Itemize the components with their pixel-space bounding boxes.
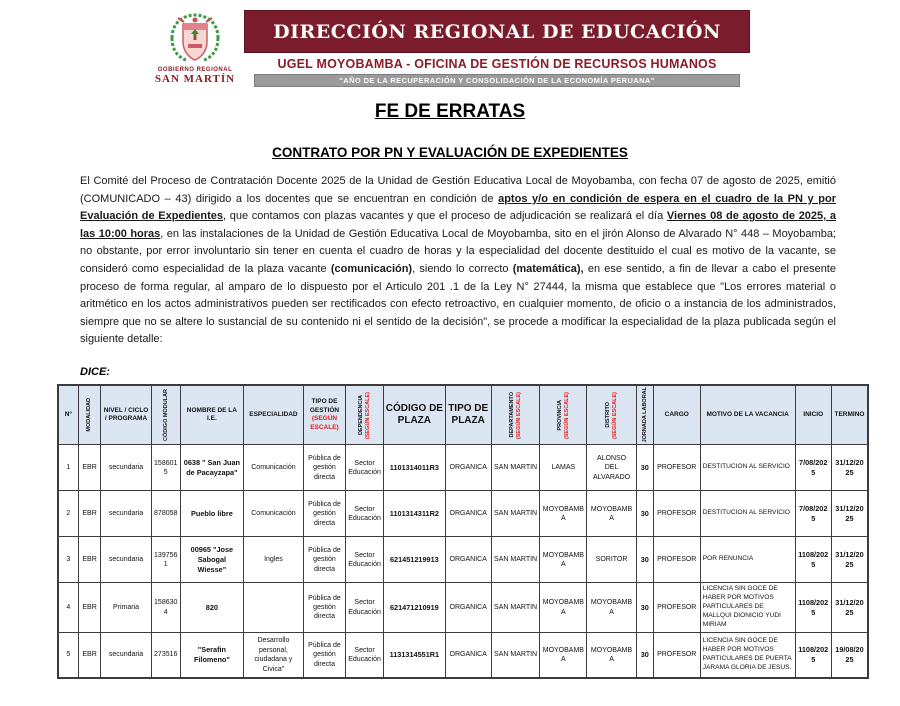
table-cell: PROFESOR [653,445,700,491]
table-cell: 1586015 [151,445,180,491]
table-cell: 1101314311R2 [384,491,446,537]
column-header-inicio: INICIO [795,385,831,445]
plazas-table [57,384,869,679]
table-cell: Pueblo libre [180,491,243,537]
letterhead-right [244,10,750,87]
table-cell: MOYOBAMBA [587,632,636,678]
table-cell: EBR [78,537,101,583]
document-page [0,10,900,706]
column-header-dependencia: DEPENDENCIA (SEGÚN ESCALE) [346,385,384,445]
table-cell: 30 [636,583,653,632]
table-cell: 7/08/2025 [795,491,831,537]
table-cell: Pública de gestión directa [303,445,345,491]
column-header-nombre-ie: NOMBRE DE LA I.E. [180,385,243,445]
table-cell: Sector Educación [346,632,384,678]
table-row [58,445,868,491]
banner-title: DIRECCIÓN REGIONAL DE EDUCACIÓN [244,10,750,53]
table-cell: Comunicación [243,445,303,491]
table-cell: secundaria [101,445,151,491]
column-header-tipo-plaza: TIPO DE PLAZA [445,385,491,445]
paragraph-segment: (matemática), [512,262,584,275]
table-cell: LICENCIA SIN GOCE DE HABER POR MOTIVOS PARTICULARES DE MALLQUI DIONICIO YUDI MIRIAM [700,583,795,632]
motto-bar: "AÑO DE LA RECUPERACIÓN Y CONSOLIDACIÓN DE LA ECONOMÍA PERUANA" [254,74,740,87]
table-cell: POR RENUNCIA [700,537,795,583]
table-cell: 30 [636,491,653,537]
table-cell: 30 [636,632,653,678]
page-subtitle: CONTRATO POR PN Y EVALUACIÓN DE EXPEDIENTES [272,145,628,160]
table-cell: 1108/2025 [795,583,831,632]
paragraph-segment: , siendo lo correcto [412,262,513,275]
paragraph-segment: , que contamos con plazas vacantes y que el proceso de adjudicación se realizará el día [223,210,667,223]
table-cell: PROFESOR [653,491,700,537]
column-header-numero: N° [58,385,78,445]
table-cell: SORITOR [587,537,636,583]
table-cell: 31/12/2025 [831,491,868,537]
table-cell: Pública de gestión directa [303,583,345,632]
table-cell: 30 [636,445,653,491]
logo-org-line: GOBIERNO REGIONAL [157,67,233,73]
table-cell: Desarrollo personal, ciudadana y Civica" [243,632,303,678]
table-cell: 621451219913 [384,537,446,583]
column-header-departamento: DEPARTAMENTO (SEGÚN ESCALE) [491,385,540,445]
table-cell: secundaria [101,632,151,678]
table-cell: Comunicación [243,491,303,537]
paragraph-segment: aptos y/o en condición de espera en el cuadro de la PN y por Evaluación de Expedientes [80,192,836,223]
table-cell: 7/08/2025 [795,445,831,491]
table-cell: Ingles [243,537,303,583]
table-cell: 1101314011R3 [384,445,446,491]
paragraph-segment: (comunicación) [330,262,413,275]
table-body [58,445,868,678]
table-cell: ALONSO DEL ALVARADO [587,445,636,491]
table-cell: Pública de gestión directa [303,632,345,678]
san-martin-coat-of-arms-icon [150,10,240,66]
table-cell: "Serafin Filomeno" [180,632,243,678]
table-header [58,385,868,445]
table-cell: MOYOBAMBA [540,537,587,583]
table-cell: LICENCIA SIN GOCE DE HABER POR MOTIVOS PARTICULARES DE PUERTA JARAMA GLORIA DE JESUS. [700,632,795,678]
table-cell: Sector Educación [346,583,384,632]
table-cell: 878058 [151,491,180,537]
table-cell: 1108/2025 [795,632,831,678]
page-title: FE DE ERRATAS [374,101,526,122]
table-cell: 1586304 [151,583,180,632]
table-row [58,583,868,632]
column-header-provincia: PROVINCIA (SEGÚN ESCALE) [540,385,587,445]
paragraph-segment: , en las instalaciones de la Unidad de Gestión Educativa Local de Moyobamba, sito en el jirón Alonso de Alvarado N° 448 – Moyobamba; no obstante, por error involuntario sin tener en cuenta el cuadro de horas y la especialidad del docente destituido el cual es motivo de la vacante, se consideró como especialidad de la plaza vacante [80,227,836,275]
table-cell: PROFESOR [653,583,700,632]
table-cell: 0638 " San Juan de Pacayzapa" [180,445,243,491]
table-cell: secundaria [101,537,151,583]
dice-label: DICE: [80,365,110,378]
table-cell: 2 [58,491,78,537]
column-header-codigo-modular: CÓDIGO MODULAR [151,385,180,445]
column-header-modalidad: MODALIDAD [78,385,101,445]
table-cell: ORGANICA [445,537,491,583]
column-header-termino: TERMINO [831,385,868,445]
body-paragraph [80,173,836,349]
table-row [58,491,868,537]
table-cell: 31/12/2025 [831,583,868,632]
table-cell: ORGANICA [445,583,491,632]
table-cell: EBR [78,583,101,632]
table-cell: ORGANICA [445,491,491,537]
table-cell: 1108/2025 [795,537,831,583]
table-cell: MOYOBAMBA [587,491,636,537]
table-cell: EBR [78,632,101,678]
table-cell: secundaria [101,491,151,537]
column-header-distrito: DISTRITO (SEGÚN ESCALE) [587,385,636,445]
table-cell: SAN MARTIN [491,583,540,632]
office-subtitle: UGEL MOYOBAMBA - OFICINA DE GESTIÓN DE RECURSOS HUMANOS [277,57,717,71]
table-cell: MOYOBAMBA [540,632,587,678]
logo-region-name: SAN MARTÍN [154,73,236,85]
table-cell: EBR [78,445,101,491]
paragraph-segment: Viernes 08 de agosto de 2025, a las 10:00 horas [80,210,836,240]
column-header-nivel-ciclo-programa: NIVEL / CICLO / PROGRAMA [101,385,151,445]
table-cell: MOYOBAMBA [540,583,587,632]
table-cell: Sector Educación [346,537,384,583]
table-row [58,632,868,678]
table-cell: 00965 "Jose Sabogal Wiesse" [180,537,243,583]
table-cell: 4 [58,583,78,632]
table-cell: MOYOBAMBA [587,583,636,632]
table-cell: 1131314551R1 [384,632,446,678]
table-cell: Primaria [101,583,151,632]
table-cell: SAN MARTIN [491,445,540,491]
table-cell: MOYOBAMBA [540,491,587,537]
table-cell: Sector Educación [346,445,384,491]
paragraph-segment: en ese sentido, a fin de llevar a cabo el presente proceso de forma regular, al amparo de lo dispuesto por el Articulo 201 .1 de la Ley N° 27444, la misma que establece que "Los errores material o aritmético en los actos administrativos pueden ser rectificados con efecto retroactivo, en cualquier momento, de oficio o a instancia de los administrados, siempre que no se altere lo sustancial de su contenido ni el sentido de la decisión", se procede a modificar la especialidad de la plaza publicada según el siguiente detalle: [80,262,836,346]
letterhead [150,10,750,87]
column-header-especialidad: ESPECIALIDAD [243,385,303,445]
column-header-jornada-laboral: JORNADA LABORAL [636,385,653,445]
table-cell: 820 [180,583,243,632]
table-cell: SAN MARTIN [491,632,540,678]
table-cell: 621471210919 [384,583,446,632]
table-cell: Sector Educación [346,491,384,537]
table-cell: Pública de gestión directa [303,537,345,583]
table-cell: SAN MARTIN [491,491,540,537]
table-cell: PROFESOR [653,632,700,678]
table-cell: LAMAS [540,445,587,491]
table-cell: Pública de gestión directa [303,491,345,537]
table-cell: 19/08/2025 [831,632,868,678]
paragraph-segment: El Comité del Proceso de Contratación Docente 2025 de la Unidad de Gestión Educativa Local de Moyobamba, con fecha 07 de agosto de 2025, emitió (COMUNICADO – 43) dirigido a los docentes que se encuentran en condición de [80,175,836,205]
table-cell: 31/12/2025 [831,445,868,491]
table-cell: DESTITUCION AL SERVICIO [700,445,795,491]
table-cell: 31/12/2025 [831,537,868,583]
column-header-codigo-plaza: CÓDIGO DE PLAZA [384,385,446,445]
table-cell: 5 [58,632,78,678]
column-header-tipo-gestion: TIPO DE GESTIÓN (SEGÚN ESCALE) [303,385,345,445]
table-cell [243,583,303,632]
table-cell: 1397561 [151,537,180,583]
table-cell: SAN MARTIN [491,537,540,583]
table-cell: 30 [636,537,653,583]
table-cell: ORGANICA [445,632,491,678]
table-cell: 3 [58,537,78,583]
table-cell: PROFESOR [653,537,700,583]
table-cell: EBR [78,491,101,537]
table-row [58,537,868,583]
table-cell: 1 [58,445,78,491]
column-header-motivo-vacancia: MOTIVO DE LA VACANCIA [700,385,795,445]
table-cell: DESTITUCION AL SERVICIO [700,491,795,537]
column-header-cargo: CARGO [653,385,700,445]
table-cell: 273516 [151,632,180,678]
gobierno-regional-logo [150,10,240,85]
table-cell: ORGANICA [445,445,491,491]
